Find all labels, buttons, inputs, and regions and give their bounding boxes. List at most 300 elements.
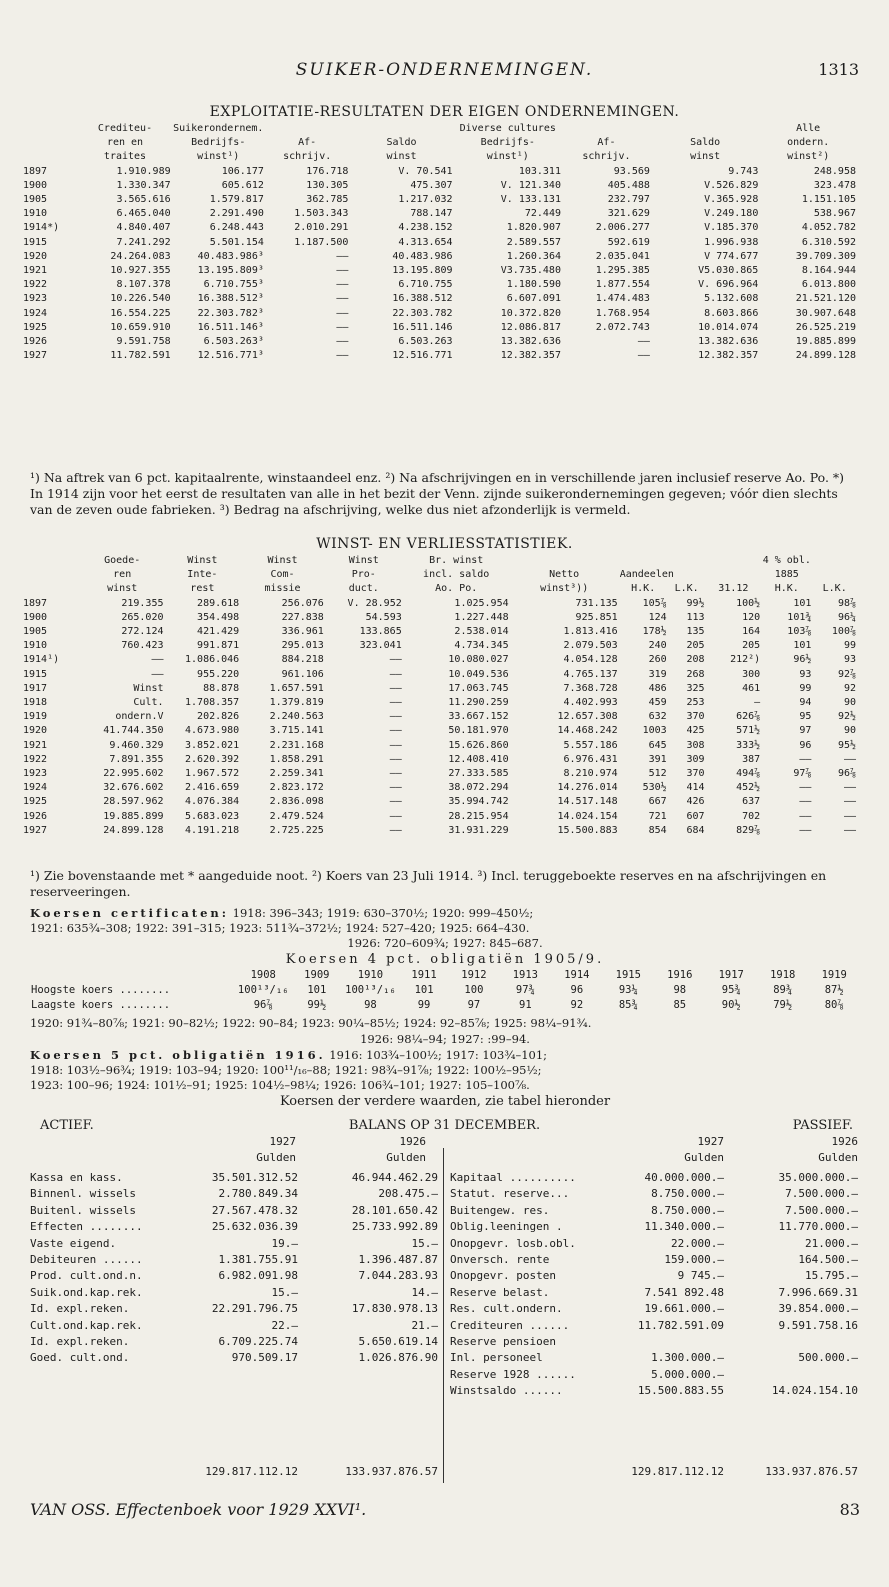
winst-cell: 99 xyxy=(843,640,856,652)
exploitatie-cell: 176.718 xyxy=(306,165,349,177)
winst-cell: 205 xyxy=(686,640,705,652)
exploitatie-year: 1922 xyxy=(23,279,48,291)
winst-cell: 1.086.046 xyxy=(185,654,240,666)
winst-header-cell: H.K. xyxy=(631,583,656,595)
actief-value: 17.830.978.13 xyxy=(351,1302,438,1316)
winst-cell: 336.961 xyxy=(281,626,324,638)
exploitatie-cell: 6.013.800 xyxy=(801,279,856,291)
passief-label: Res. cult.ondern. xyxy=(450,1302,563,1316)
exploitatie-cell: 788.147 xyxy=(410,208,453,220)
exploitatie-cell: 39.709.309 xyxy=(795,250,856,262)
winst-cell: 54.593 xyxy=(365,611,402,623)
exploitatie-cell: 7.241.292 xyxy=(116,236,171,248)
exploitatie-cell: V. 70.541 xyxy=(398,165,453,177)
winst-cell: 10.080.027 xyxy=(448,654,509,666)
winst-cell: 684 xyxy=(686,824,705,836)
passief-label: Oblig.leeningen . xyxy=(450,1220,563,1234)
actief-value: 14.— xyxy=(411,1285,438,1299)
actief-total-1927: 129.817.112.12 xyxy=(205,1465,298,1478)
winst-year: 1925 xyxy=(23,796,48,808)
exploitatie-header-cell xyxy=(651,122,759,136)
exploitatie-cell: V. 121.340 xyxy=(500,179,561,191)
passief-value: 14.024.154.10 xyxy=(771,1384,858,1398)
running-title: SUIKER-ONDERNEMINGEN. xyxy=(295,60,594,80)
winst-header-row xyxy=(22,568,857,582)
passief-value: 39.854.000.— xyxy=(778,1302,858,1316)
actief-value: 21.— xyxy=(411,1318,438,1332)
passief-value: 11.782.591.09 xyxy=(637,1318,724,1332)
winst-cell: 300 xyxy=(742,668,761,680)
winst-header-cell xyxy=(22,568,80,582)
winst-cell: 354.498 xyxy=(197,611,240,623)
exploitatie-cell: 12.382.357 xyxy=(698,350,759,362)
winst-cell: 370 xyxy=(686,711,705,723)
winst-cell: 260 xyxy=(648,654,667,666)
winst-cell: 884.218 xyxy=(281,654,324,666)
winst-cell: —— xyxy=(799,824,812,836)
winst-cell: —— xyxy=(389,697,402,709)
exploitatie-cell: 6.503.263³ xyxy=(203,336,264,348)
table-row xyxy=(22,597,857,611)
passief-label: Kapitaal .......... xyxy=(450,1171,576,1184)
passief-value: 9.591.758.16 xyxy=(778,1318,858,1332)
actief-value: 19.— xyxy=(271,1236,298,1250)
winst-cell: 2.620.392 xyxy=(185,753,240,765)
exploitatie-cell: —— xyxy=(336,265,349,277)
winst-cell: 17.063.745 xyxy=(448,682,509,694)
exploitatie-cell: 2.006.277 xyxy=(595,222,650,234)
winst-header-cell xyxy=(668,554,706,568)
winst-year: 1927 xyxy=(23,824,48,836)
winst-header-cell: Com- xyxy=(270,569,295,581)
obl4-low-cell: 92 xyxy=(570,999,584,1011)
exploitatie-cell: —— xyxy=(336,336,349,348)
winst-header-cell: Ao. Po. xyxy=(435,583,478,595)
exploitatie-cell: —— xyxy=(336,321,349,333)
winst-cell: 253 xyxy=(686,697,705,709)
exploitatie-cell: 8.603.866 xyxy=(704,307,759,319)
exploitatie-cell: 2.035.041 xyxy=(595,250,650,262)
table-row xyxy=(30,968,860,983)
obl4-high-cell: 100¹³/₁₆ xyxy=(237,984,289,996)
table-row xyxy=(22,292,857,306)
table-row xyxy=(22,611,857,625)
exploitatie-year: 1924 xyxy=(23,307,48,319)
winst-year: 1914¹) xyxy=(23,654,60,666)
passief-label: Onversch. rente xyxy=(450,1253,550,1267)
winst-header-cell xyxy=(812,554,857,568)
passief-value: 7.996.669.31 xyxy=(778,1285,858,1299)
winst-cell: 96⅞ xyxy=(837,768,856,780)
winst-header-cell xyxy=(22,554,80,568)
exploitatie-cell: 1.217.032 xyxy=(398,194,453,206)
exploitatie-cell: 321.629 xyxy=(607,208,650,220)
winst-cell: 370 xyxy=(686,768,705,780)
winst-cell: 721 xyxy=(648,810,667,822)
exploitatie-header-cell: schrijv. xyxy=(283,151,332,163)
winst-cell: 421.429 xyxy=(197,626,240,638)
exploitatie-cell: 24.899.128 xyxy=(795,350,856,362)
actief-value: 25.733.992.89 xyxy=(351,1220,438,1234)
exploitatie-year: 1925 xyxy=(23,321,48,333)
exploitatie-cell: V 774.677 xyxy=(704,250,759,262)
table-row xyxy=(22,739,857,753)
balans-totals xyxy=(28,1464,860,1480)
table-row xyxy=(22,682,857,696)
exploitatie-cell: 6.310.592 xyxy=(801,236,856,248)
passief-value: 500.000.— xyxy=(798,1351,858,1365)
exploitatie-header-row xyxy=(22,150,857,164)
winst-header-cell: Br. winst xyxy=(429,555,484,566)
passief-value: 8.750.000.— xyxy=(651,1187,724,1201)
exploitatie-header-cell xyxy=(562,122,651,136)
exploitatie-header-cell xyxy=(265,122,350,136)
winst-year: 1897 xyxy=(23,597,48,609)
exploitatie-year: 1915 xyxy=(23,236,48,248)
winst-cell: 205 xyxy=(742,640,761,652)
passief-row xyxy=(448,1170,860,1186)
table-row xyxy=(22,349,857,363)
winst-year: 1919 xyxy=(23,711,48,723)
winst-cell: 219.355 xyxy=(121,597,164,609)
exploitatie-cell: 1.180.590 xyxy=(506,279,561,291)
actief-label: Suik.ond.kap.rek. xyxy=(30,1285,143,1299)
winst-cell: 5.557.186 xyxy=(563,739,618,751)
winst-cell: —— xyxy=(389,810,402,822)
winst-cell: 28.215.954 xyxy=(448,810,509,822)
actief-value: 15.— xyxy=(271,1285,298,1299)
winst-cell: 8.210.974 xyxy=(563,768,618,780)
actief-row xyxy=(28,1203,440,1219)
table-row xyxy=(22,278,857,292)
passief-value: 9 745.— xyxy=(677,1269,724,1283)
winst-cell: 33.667.152 xyxy=(448,711,509,723)
winst-header-cell xyxy=(619,554,668,568)
passief-label: PASSIEF. xyxy=(792,1118,853,1133)
winst-cell: 494⅞ xyxy=(736,768,761,780)
balans-header xyxy=(28,1134,860,1167)
passief-row xyxy=(448,1334,860,1350)
certificaten-line-3: 1926: 720–609¾; 1927: 845–687. xyxy=(347,936,543,950)
winst-cell: 2.079.503 xyxy=(563,640,618,652)
actief-year-1927: 1927 xyxy=(269,1135,296,1148)
exploitatie-cell: 13.195.809 xyxy=(392,265,453,277)
actief-total-1926: 133.937.876.57 xyxy=(345,1465,438,1478)
winst-cell: 1.025.954 xyxy=(454,597,509,609)
winst-cell: 323.041 xyxy=(359,640,402,652)
obl4-corner xyxy=(30,968,234,983)
exploitatie-cell: 12.516.771 xyxy=(392,350,453,362)
winst-cell: 626⅞ xyxy=(736,711,761,723)
winst-header-cell: L.K. xyxy=(822,583,847,595)
exploitatie-cell: 12.382.357 xyxy=(500,350,561,362)
actief-row xyxy=(28,1170,440,1186)
winst-cell: 2.538.014 xyxy=(454,626,509,638)
passief-year-1926: 1926 xyxy=(831,1135,858,1148)
passief-value: 15.795.— xyxy=(805,1269,858,1283)
winst-cell: 4.734.345 xyxy=(454,640,509,652)
passief-row xyxy=(448,1186,860,1202)
passief-label: Reserve pensioen xyxy=(450,1335,556,1349)
winst-cell: 319 xyxy=(648,668,667,680)
winst-header-cell xyxy=(706,568,762,582)
obl4-low-cell: 85¾ xyxy=(618,999,638,1011)
passief-value: 7.500.000.— xyxy=(785,1203,858,1217)
obl4-high-cell: 101 xyxy=(307,984,327,996)
exploitatie-header-cell: ren en xyxy=(106,137,144,149)
winst-cell: 92⅞ xyxy=(837,668,856,680)
exploitatie-header-cell xyxy=(22,136,78,150)
passief-row xyxy=(448,1301,860,1317)
winst-cell: 2.231.168 xyxy=(269,739,324,751)
passief-year-1927: 1927 xyxy=(697,1135,724,1148)
obl4-high-cell: 98 xyxy=(673,984,687,996)
table-row xyxy=(22,668,857,682)
obl4-high-cell: 100 xyxy=(464,984,484,996)
exploitatie-cell: 2.589.557 xyxy=(506,236,561,248)
exploitatie-cell: 16.388.512 xyxy=(392,293,453,305)
actief-value: 970.509.17 xyxy=(231,1351,298,1365)
winst-header-cell: L.K. xyxy=(674,583,699,595)
actief-row xyxy=(28,1350,440,1366)
table-row xyxy=(22,724,857,738)
winst-cell: 2.259.341 xyxy=(269,768,324,780)
exploitatie-cell: 93.569 xyxy=(613,165,650,177)
exploitatie-header-cell: Suikerondernem. xyxy=(173,123,264,134)
actief-row xyxy=(28,1236,440,1252)
exploitatie-cell: 10.659.910 xyxy=(110,321,171,333)
actief-label: Buitenl. wissels xyxy=(30,1203,136,1217)
actief-table xyxy=(28,1170,440,1367)
obl4-high-cell: 95¾ xyxy=(721,984,741,996)
exploitatie-cell: 475.307 xyxy=(410,179,453,191)
exploitatie-cell: 12.516.771³ xyxy=(197,350,264,362)
actief-row xyxy=(28,1186,440,1202)
winst-cell: 925.851 xyxy=(575,611,618,623)
winst-cell: 135 xyxy=(686,626,705,638)
winst-cell: 100⅞ xyxy=(831,626,856,638)
obligatien-5-line-1 xyxy=(30,1048,860,1063)
obl4-year-cell: 1916 xyxy=(667,969,693,981)
winst-cell: ondern.V xyxy=(115,711,164,723)
actief-label: Debiteuren ...... xyxy=(30,1253,143,1267)
winst-cell: 178½ xyxy=(642,626,667,638)
winst-cell: 829⅞ xyxy=(736,824,761,836)
winst-cell: —— xyxy=(389,725,402,737)
winst-cell: 202.826 xyxy=(197,711,240,723)
exploitatie-cell: V.249.180 xyxy=(704,208,759,220)
exploitatie-cell: 9.743 xyxy=(728,165,759,177)
running-head xyxy=(0,60,889,84)
winst-title: WINST- EN VERLIESSTATISTIEK. xyxy=(316,536,573,552)
actief-label: Cult.ond.kap.rek. xyxy=(30,1318,143,1332)
exploitatie-header-cell: schrijv. xyxy=(582,151,631,163)
exploitatie-cell: 592.619 xyxy=(607,236,650,248)
exploitatie-header-cell: winst¹) xyxy=(197,151,240,163)
exploitatie-year: 1910 xyxy=(23,208,48,220)
passief-value: 159.000.— xyxy=(664,1253,724,1267)
winst-cell: 93 xyxy=(799,668,812,680)
exploitatie-cell: 19.885.899 xyxy=(795,336,856,348)
winst-header-cell: H.K. xyxy=(774,583,799,595)
winst-cell: 105⅞ xyxy=(642,597,667,609)
exploitatie-cell: V. 696.964 xyxy=(698,279,759,291)
winst-cell: 512 xyxy=(648,768,667,780)
passief-label: Onopgevr. losb.obl. xyxy=(450,1236,576,1250)
winst-cell: 24.899.128 xyxy=(103,824,164,836)
obl4-year-cell: 1913 xyxy=(512,969,539,981)
winst-cell: 14.276.014 xyxy=(557,782,618,794)
table-row xyxy=(22,653,857,667)
exploitatie-footnote: ¹) Na aftrek van 6 pct. kapitaalrente, winstaandeel enz. ²) Na afschrijvingen en in verschillende jaren inclusief reserve Ao. Po. *) In 1914 zijn voor het eerst de resultaten van alle in het bezit der Venn. zijnde suikerondernemingen gegeven; vóór dien slechts van de zeven oude fabrieken. ³) Bedrag na afschrijving, welke dus niet afzonderlijk is vermeld. xyxy=(30,470,845,517)
actief-value: 25.632.036.39 xyxy=(211,1220,298,1234)
passief-label: Inl. personeel xyxy=(450,1351,543,1365)
exploitatie-cell: 40.483.986 xyxy=(392,250,453,262)
exploitatie-cell: 40.483.986³ xyxy=(197,250,264,262)
winst-header-cell: Goede- xyxy=(104,555,141,566)
exploitatie-cell: 10.226.540 xyxy=(110,293,171,305)
winst-cell: 212²) xyxy=(730,654,761,666)
winst-cell: —— xyxy=(843,810,856,822)
obl4-high-cell: 100¹³/₁₆ xyxy=(345,984,396,996)
exploitatie-cell: 6.607.091 xyxy=(506,293,561,305)
passief-value: 40.000.000.— xyxy=(644,1171,724,1184)
passief-label: Winstsaldo ...... xyxy=(450,1384,563,1398)
winst-cell: 265.020 xyxy=(121,611,164,623)
table-row xyxy=(22,710,857,724)
actief-value: 22.291.796.75 xyxy=(211,1302,298,1316)
exploitatie-cell: —— xyxy=(637,350,650,362)
actief-unit-2: Gulden xyxy=(386,1151,426,1165)
winst-cell: —— xyxy=(151,654,164,666)
actief-label: Goed. cult.ond. xyxy=(30,1351,130,1365)
exploitatie-cell: 1.474.483 xyxy=(595,293,650,305)
exploitatie-cell: 1.295.385 xyxy=(595,265,650,277)
winst-cell: 426 xyxy=(686,796,705,808)
winst-cell: V. 28.952 xyxy=(347,597,402,609)
winst-header-cell xyxy=(510,554,619,568)
passief-row xyxy=(448,1252,860,1268)
winst-cell: 289.618 xyxy=(197,597,240,609)
exploitatie-cell: 4.840.407 xyxy=(116,222,171,234)
exploitatie-cell: V3.735.480 xyxy=(500,265,561,277)
exploitatie-cell: 248.958 xyxy=(813,165,856,177)
exploitatie-cell: 6.248.443 xyxy=(209,222,264,234)
winst-cell: 12.408.410 xyxy=(448,753,509,765)
winst-cell: —— xyxy=(389,668,402,680)
actief-label: Kassa en kass. xyxy=(30,1171,123,1184)
exploitatie-cell: 72.449 xyxy=(524,208,561,220)
exploitatie-table xyxy=(22,122,857,363)
verdere-waarden: Koersen der verdere waarden, zie tabel hieronder xyxy=(279,1094,611,1109)
passief-label: Statut. reserve... xyxy=(450,1187,570,1201)
winst-cell: —— xyxy=(843,782,856,794)
exploitatie-cell: 10.927.355 xyxy=(110,265,171,277)
winst-header-cell xyxy=(812,568,857,582)
passief-value: 21.000.— xyxy=(805,1236,858,1250)
passief-label: Buitengew. res. xyxy=(450,1203,550,1217)
actief-row xyxy=(28,1334,440,1350)
winst-cell: 425 xyxy=(686,725,705,737)
actief-value: 22.— xyxy=(271,1318,298,1332)
winst-cell: —— xyxy=(799,796,812,808)
actief-label: Binnenl. wissels xyxy=(30,1187,136,1201)
passief-value: 8.750.000.— xyxy=(651,1203,724,1217)
exploitatie-cell: 232.797 xyxy=(607,194,650,206)
exploitatie-cell: 26.525.219 xyxy=(795,321,856,333)
winst-cell: 4.402.993 xyxy=(563,697,618,709)
passief-row xyxy=(448,1236,860,1252)
obligatien-4-table xyxy=(30,968,860,1013)
winst-cell: 10.049.536 xyxy=(448,668,509,680)
winst-cell: —— xyxy=(843,824,856,836)
actief-label: ACTIEF. xyxy=(40,1118,94,1133)
winst-year: 1910 xyxy=(23,640,48,652)
winst-cell: 1003 xyxy=(642,725,667,737)
winst-cell: 22.995.602 xyxy=(103,768,164,780)
winst-cell: 452½ xyxy=(736,782,761,794)
winst-cell: 99 xyxy=(799,682,812,694)
winst-year: 1926 xyxy=(23,810,48,822)
passief-row xyxy=(448,1318,860,1334)
obl4-low-cell: 90½ xyxy=(721,999,741,1011)
winst-cell: —— xyxy=(389,782,402,794)
obligatien-4-title: Koersen 4 pct. obligatiën 1905/9. xyxy=(285,952,605,967)
winst-cell: 461 xyxy=(742,682,761,694)
exploitatie-header-row xyxy=(22,122,857,136)
winst-cell: 702 xyxy=(742,810,761,822)
actief-value: 2.780.849.34 xyxy=(218,1187,298,1201)
exploitatie-cell: 11.782.591 xyxy=(110,350,171,362)
exploitatie-cell: 16.388.512³ xyxy=(197,293,264,305)
winst-cell: 11.290.259 xyxy=(448,697,509,709)
winst-header-row xyxy=(22,554,857,568)
winst-cell: 2.479.524 xyxy=(269,810,324,822)
winst-cell: —— xyxy=(389,711,402,723)
exploitatie-header-cell: Saldo xyxy=(690,137,721,149)
winst-year: 1921 xyxy=(23,739,48,751)
winst-cell: 991.871 xyxy=(197,640,240,652)
passief-value: 1.300.000.— xyxy=(651,1351,724,1365)
actief-year-1926: 1926 xyxy=(399,1135,426,1148)
certificaten-line-1 xyxy=(30,906,860,921)
winst-cell: 93 xyxy=(843,654,856,666)
winst-cell: —— xyxy=(389,654,402,666)
passief-unit-1: Gulden xyxy=(684,1151,724,1165)
passief-row xyxy=(448,1219,860,1235)
winst-cell: 19.885.899 xyxy=(103,810,164,822)
exploitatie-header-cell: winst xyxy=(386,151,417,163)
winst-cell: 4.054.128 xyxy=(563,654,618,666)
actief-label: Id. expl.reken. xyxy=(30,1302,130,1316)
winst-header-cell: 31.12 xyxy=(718,583,749,595)
exploitatie-cell: 2.010.291 xyxy=(294,222,349,234)
actief-row xyxy=(28,1285,440,1301)
exploitatie-header-cell: Bedrijfs- xyxy=(480,137,535,149)
winst-year: 1922 xyxy=(23,753,48,765)
passief-label: Onopgevr. posten xyxy=(450,1269,556,1283)
winst-cell: 113 xyxy=(686,611,705,623)
winst-cell: 637 xyxy=(742,796,761,808)
winst-cell: 955.220 xyxy=(197,668,240,680)
actief-label: Vaste eigend. xyxy=(30,1236,117,1250)
winst-cell: 309 xyxy=(686,753,705,765)
winst-year: 1924 xyxy=(23,782,48,794)
actief-row xyxy=(28,1219,440,1235)
exploitatie-cell: V5.030.865 xyxy=(698,265,759,277)
exploitatie-cell: —— xyxy=(336,250,349,262)
winst-cell: 3.852.021 xyxy=(185,739,240,751)
